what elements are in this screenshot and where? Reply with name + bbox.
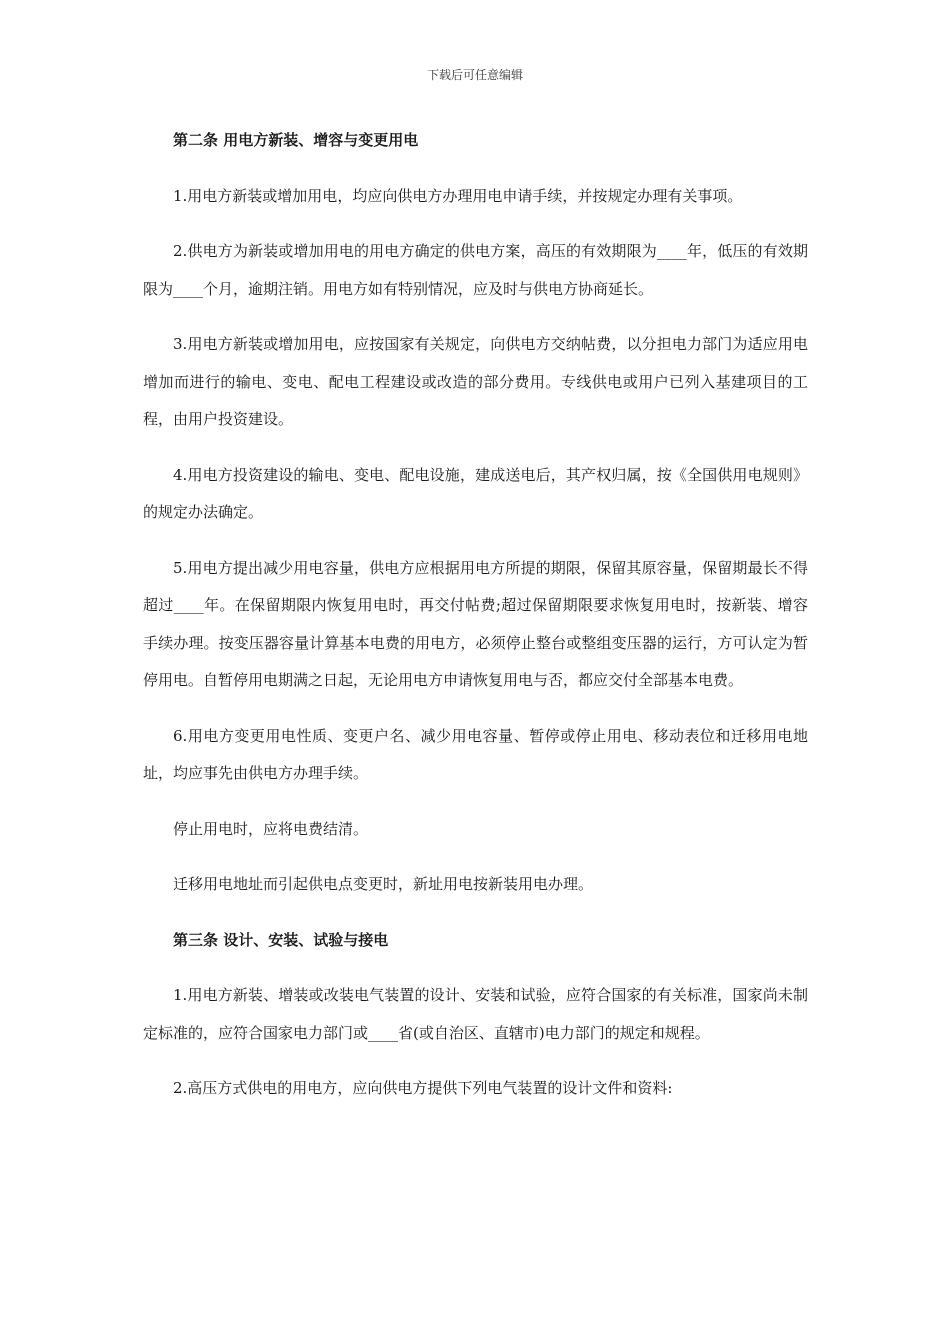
section-heading-article-3: 第三条 设计、安装、试验与接电	[173, 930, 389, 949]
paragraph-2-5: 5.用电方提出减少用电容量，供电方应根据用电方所提的期限，保留其原容量，保留期最长不得超过____年。在保留期限内恢复用电时，再交付帖费;超过保留期限要求恢复用电时，按新装、增容手续办理。按变压器容量计算基本电费的用电方，必须停止整台或整组变压器的运行，方可认定为暂停用电。自暂停用电期满之日起，无论用电方申请恢复用电与否，都应交付全部基本电费。	[143, 558, 808, 689]
header-note: 下载后可任意编辑	[426, 68, 523, 82]
paragraph-3-2: 2.高压方式供电的用电方，应向供电方提供下列电气装置的设计文件和资料:	[173, 1079, 673, 1097]
paragraph-2-4: 4.用电方投资建设的输电、变电、配电设施，建成送电后，其产权归属，按《全国供用电规则》的规定办法确定。	[143, 465, 808, 521]
paragraph-2-6: 6.用电方变更用电性质、变更户名、减少用电容量、暂停或停止用电、移动表位和迁移用电地址，均应事先由供电方办理手续。	[143, 726, 808, 782]
paragraph-2-2: 2.供电方为新装或增加用电的用电方确定的供电方案，高压的有效期限为____年，低压的有效期限为____个月，逾期注销。用电方如有特别情况，应及时与供电方协商延长。	[143, 242, 808, 298]
paragraph-2-6-note-move: 迁移用电地址而引起供电点变更时，新址用电按新装用电办理。	[173, 875, 594, 893]
section-heading-article-2: 第二条 用电方新装、增容与变更用电	[173, 131, 419, 149]
paragraph-3-1: 1.用电方新装、增装或改装电气装置的设计、安装和试验，应符合国家的有关标准，国家尚未制定标准的，应符合国家电力部门或____省(或自治区、直辖市)电力部门的规定和规程。	[143, 986, 808, 1042]
paragraph-2-6-note-stop: 停止用电时，应将电费结清。	[173, 819, 369, 838]
paragraph-2-1: 1.用电方新装或增加用电，均应向供电方办理用电申请手续，并按规定办理有关事项。	[173, 186, 743, 205]
document-body	[143, 122, 808, 1108]
paragraph-2-3: 3.用电方新装或增加用电，应按国家有关规定，向供电方交纳帖费，以分担电力部门为适应用电增加而进行的输电、变电、配电工程建设或改造的部分费用。专线供电或用户已列入基建项目的工程，由用户投资建设。	[143, 335, 808, 428]
